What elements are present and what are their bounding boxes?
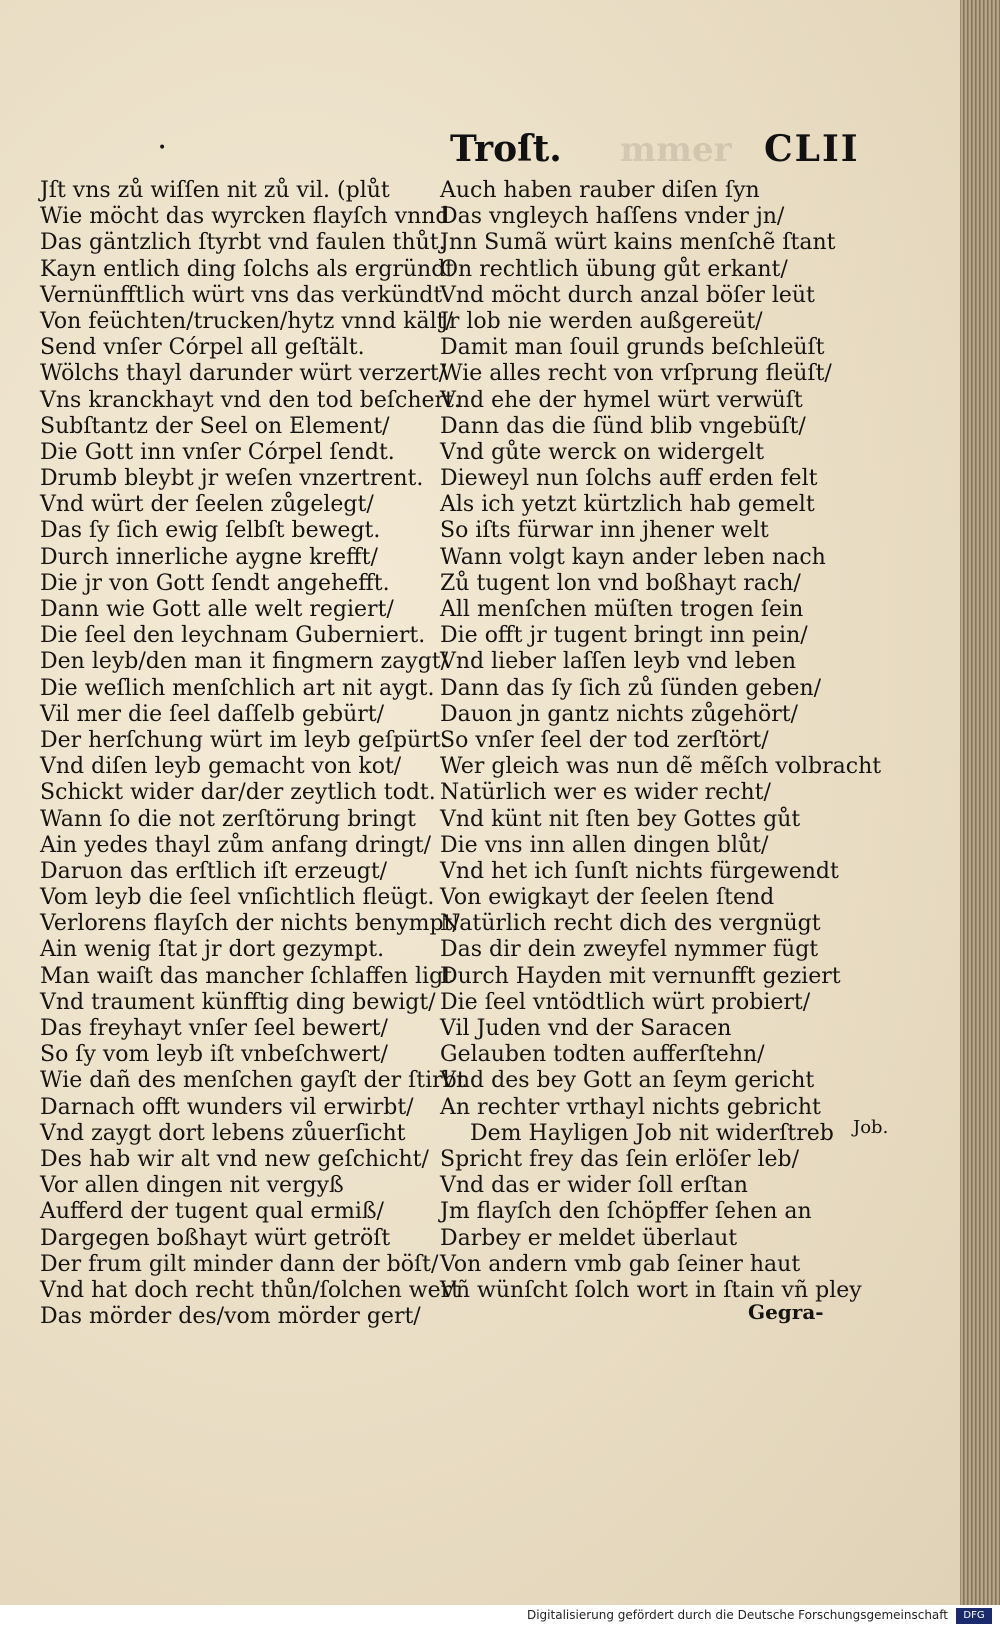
text-line: Dem Hayligen Job nit widerſtreb: [470, 1120, 834, 1146]
text-line: Vil mer die ſeel daſſelb gebürt/: [40, 701, 385, 727]
running-head: Troſt.: [450, 128, 562, 170]
text-line: Von feüchten/trucken/hytz vnnd kält/: [40, 308, 453, 334]
text-line: Die weſlich menſchlich art nit aygt.: [40, 675, 435, 701]
text-line: Vnd möcht durch anzal böſer leüt: [440, 282, 815, 308]
text-line: Der frum gilt minder dann der böſt/: [40, 1251, 439, 1277]
text-line: So vnſer ſeel der tod zerſtört/: [440, 727, 769, 753]
text-line: Vnd das er wider ſoll erſtan: [440, 1173, 748, 1199]
text-line: Vernünfftlich würt vns das verkündt: [40, 282, 443, 308]
text-line: Daruon das erſtlich iſt erzeugt/: [40, 858, 388, 884]
text-line: Durch innerliche aygne krefft/: [40, 544, 378, 570]
text-line: Verlorens flayſch der nichts benympt/: [40, 911, 460, 937]
text-line: Zů tugent lon vnd boßhayt rach/: [440, 570, 801, 596]
text-line: Vor allen dingen nit vergyß: [40, 1173, 344, 1199]
text-line: Wann volgt kayn ander leben nach: [440, 544, 826, 570]
text-line: Das ſy ſich ewig ſelbſt bewegt.: [40, 518, 381, 544]
text-line: Drumb bleybt jr weſen vnzertrent.: [40, 466, 424, 492]
text-line: Vnd het ich ſunſt nichts fürgewendt: [440, 858, 839, 884]
text-line: Dauon jn gantz nichts zůgehört/: [440, 701, 798, 727]
text-line: Ain wenig ſtat jr dort gezympt.: [40, 937, 385, 963]
text-line: Jm flayſch den ſchöpffer ſehen an: [440, 1199, 812, 1225]
text-line: Vnd ehe der hymel würt verwüſt: [440, 387, 803, 413]
text-line: Vnd gůte werck on widergelt: [440, 439, 765, 465]
text-line: Vnd traument künfftig ding bewigt/: [40, 989, 436, 1015]
text-line: Das freyhayt vnſer ſeel bewert/: [40, 1016, 388, 1041]
text-line: Auch haben rauber diſen ſyn: [440, 178, 760, 203]
text-line: Gelauben todten aufferſtehn/: [440, 1042, 765, 1068]
text-line: Der herſchung würt im leyb geſpürt.: [40, 727, 448, 753]
text-line: Natürlich wer es wider recht/: [440, 780, 771, 806]
text-line: Das vngleych haſſens vnder jn/: [440, 204, 785, 230]
text-line: Des hab wir alt vnd new geſchicht/: [40, 1146, 429, 1172]
text-line: Dann das die ſünd blib vngebüſt/: [440, 413, 806, 439]
footer-credit: Digitalisierung gefördert durch die Deutsche Forschungsgemeinschaft: [526, 1608, 948, 1622]
text-line: Man waiſt das mancher ſchlaffen ligt: [40, 963, 453, 989]
text-line: Dieweyl nun ſolchs auff erden felt: [440, 466, 818, 492]
text-line: Vñ wünſcht ſolch wort in ſtain vñ pley: [440, 1277, 862, 1303]
text-line: Die jr von Gott ſendt angehefft.: [40, 570, 390, 596]
text-line: Vnd hat doch recht thůn/ſolchen wert: [40, 1277, 460, 1303]
text-line: Wer gleich was nun dẽ mẽſch volbracht: [440, 754, 882, 780]
text-line: Jnn Sumã würt kains menſchẽ ſtant: [440, 230, 836, 256]
marginal-note: Job.: [853, 1117, 889, 1138]
text-line: Dargegen boßhayt würt getröſt: [40, 1225, 391, 1251]
text-line: Dann wie Gott alle welt regiert/: [40, 597, 394, 622]
text-line: Wann ſo die not zerſtörung bringt: [40, 806, 416, 832]
text-line: Vil Juden vnd der Saracen: [440, 1016, 732, 1041]
text-line: Jr lob nie werden außgereüt/: [440, 308, 763, 334]
text-line: Aufferd der tugent qual ermiß/: [40, 1199, 384, 1225]
text-line: Darnach offt wunders vil erwirbt/: [40, 1094, 414, 1120]
text-line: Die Gott inn vnſer Córpel ſendt.: [40, 439, 395, 465]
text-line: Dann das ſy ſich zů ſünden geben/: [440, 675, 822, 701]
text-line: Spricht frey das ſein erlöſer leb/: [440, 1146, 800, 1172]
bleed-through-text: mmer: [620, 130, 732, 170]
text-line: Wie möcht das wyrcken flayſch vnnd: [40, 204, 450, 230]
text-line: Jſt vns zů wiſſen nit zů vil. (plůt: [40, 178, 390, 203]
ink-dot: •: [158, 140, 167, 156]
text-line: Wie dañ des menſchen gayſt der ſtirbt: [40, 1068, 466, 1094]
text-line: Schickt wider dar/der zeytlich todt.: [40, 780, 436, 806]
text-line: Vnd des bey Gott an ſeym gericht: [440, 1068, 815, 1094]
text-line: So iſts fürwar inn jhener welt: [440, 518, 769, 544]
text-line: Subſtantz der Seel on Element/: [40, 413, 390, 439]
text-line: Die offt jr tugent bringt inn pein/: [440, 623, 808, 649]
text-line: All menſchen müſten trogen ſein: [440, 597, 804, 622]
text-line: Von ewigkayt der ſeelen ſtend: [440, 885, 775, 911]
text-line: Das dir dein zweyfel nymmer fügt: [440, 937, 819, 963]
text-line: Wie alles recht von vrſprung fleüſt/: [440, 361, 832, 387]
text-line: Vnd würt der ſeelen zůgelegt/: [40, 492, 374, 518]
text-line: Darbey er meldet überlaut: [440, 1225, 738, 1251]
text-line: Die ſeel vntödtlich würt probiert/: [440, 989, 811, 1015]
text-line: Vom leyb die ſeel vnſichtlich fleügt.: [40, 885, 435, 911]
text-line: Natürlich recht dich des vergnügt: [440, 911, 821, 937]
dfg-logo: DFG: [956, 1608, 992, 1624]
text-line: Das gäntzlich ſtyrbt vnd faulen thůt.: [40, 230, 446, 256]
text-line: Vnd lieber laſſen leyb vnd leben: [440, 649, 797, 675]
left-text-column: [40, 178, 466, 1330]
page-edge-stack: [960, 0, 1000, 1605]
text-line: Von andern vmb gab ſeiner haut: [440, 1251, 801, 1277]
text-line: Vnd künt nit ſten bey Gottes gůt: [440, 806, 801, 832]
text-line: Vns kranckhayt vnd den tod beſchert.: [40, 387, 461, 413]
text-line: Vnd diſen leyb gemacht von kot/: [40, 754, 402, 780]
text-line: Das mörder des/vom mörder gert/: [40, 1304, 421, 1330]
catchword: Gegra-: [748, 1300, 824, 1324]
text-line: Damit man ſouil grunds beſchleüſt: [440, 335, 825, 361]
text-line: Ain yedes thayl zům anfang dringt/: [40, 832, 432, 858]
text-line: Die vns inn allen dingen blůt/: [440, 832, 769, 858]
text-line: Send vnſer Córpel all geſtält.: [40, 335, 365, 361]
text-line: Wölchs thayl darunder würt verzert/: [40, 361, 447, 387]
folio-number: CLII: [764, 128, 860, 170]
text-line: Die ſeel den leychnam Guberniert.: [40, 623, 426, 649]
text-line: Durch Hayden mit vernunfft geziert: [440, 963, 841, 989]
text-line: An rechter vrthayl nichts gebricht: [440, 1094, 821, 1120]
text-line: On rechtlich übung gůt erkant/: [440, 256, 788, 282]
text-line: Als ich yetzt kürtzlich hab gemelt: [440, 492, 815, 518]
text-line: Den leyb/den man it fingmern zaygt/: [40, 649, 449, 675]
text-line: So ſy vom leyb iſt vnbeſchwert/: [40, 1042, 388, 1068]
text-line: Kayn entlich ding ſolchs als ergründt: [40, 256, 455, 282]
text-line: Vnd zaygt dort lebens zůuerſicht: [40, 1120, 406, 1146]
right-text-column: [440, 178, 882, 1304]
